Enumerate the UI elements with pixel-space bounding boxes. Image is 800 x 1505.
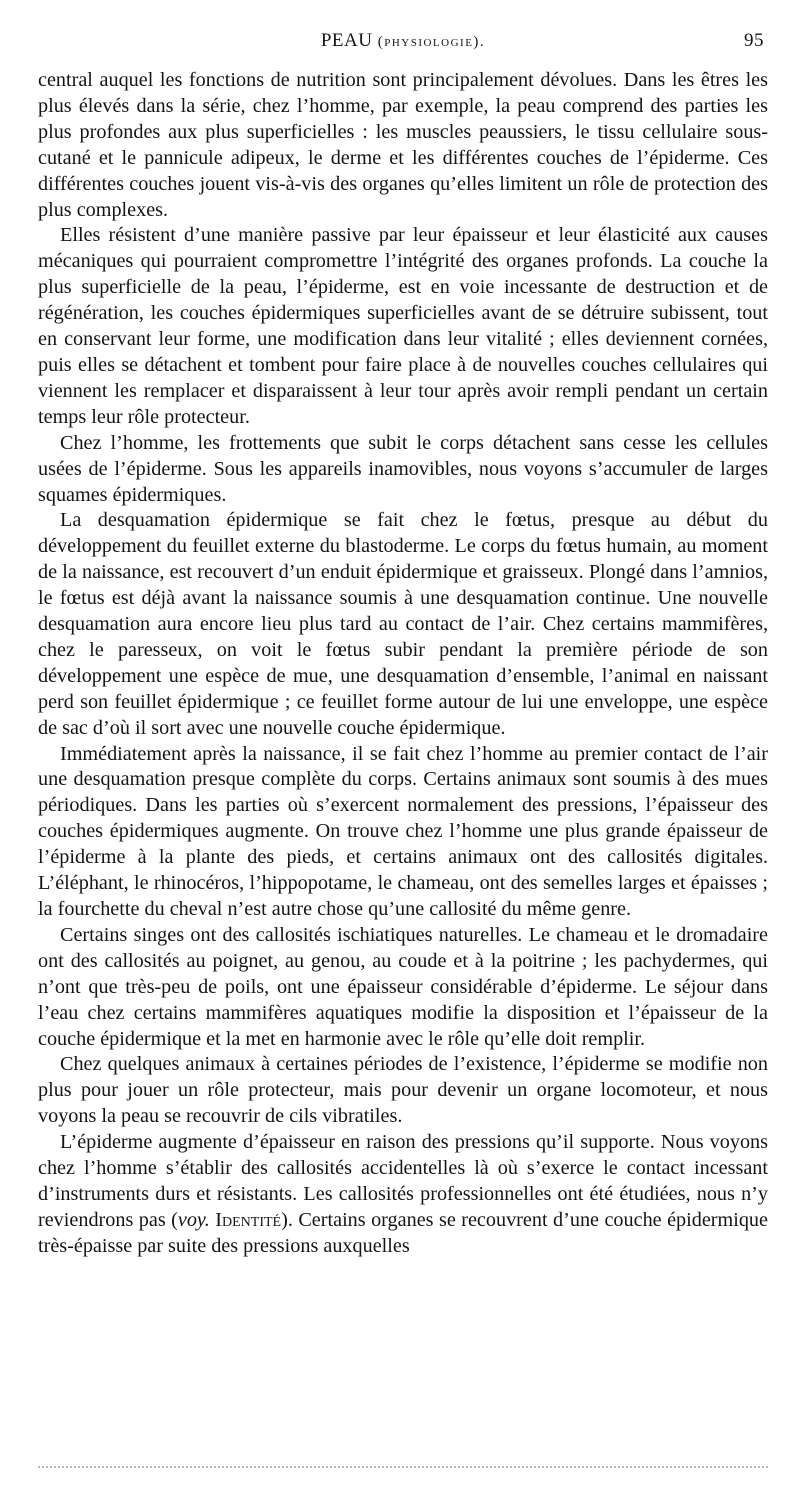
paragraph: central auquel les fonctions de nutrition sont principalement dévolues. Dans les êtres les plus élevés dans la série, chez l’homme, par exemple, la peau comprend des parties les plus profondes aux plus superficielles : les muscles peaussiers, le tissu cellulaire sous-cutané et le pannicule adipeux, le derme et les différentes couches de l’épiderme. Ces différentes couches jouent vis-à-vis des organes qu’elles limitent un rôle de protection des plus complexes. [38,69,768,221]
page [38,28,768,1260]
paragraph-last [38,1130,768,1260]
paragraph: La desquamation épidermique se fait chez le fœtus, presque au début du développement du feuillet externe du blastoderme. Le corps du fœtus humain, au moment de la naissance, est recouvert d’un enduit épidermique et graisseux. Plongé dans l’amnios, le fœtus est déjà avant la naissance soumis à une desquamation continue. Une nouvelle desquamation aura encore lieu plus tard au contact de l’air. Chez certains mammifères, chez le paresseux, on voit le fœtus subir pendant la première période de son développement une espèce de mue, une desquamation d’ensemble, l’animal en naissant perd son feuillet épidermique ; ce feuillet forme autour de lui une enveloppe, une espèce de sac d’où il sort avec une nouvelle couche épidermique. [38,509,768,739]
paragraph-text: ). Certains organes se recouvrent d’une couche épidermique très-épaisse par suite des pressions auxquelles [38,1208,768,1257]
paragraph: Elles résistent d’une manière passive par leur épaisseur et leur élasticité aux causes mécaniques qui pourraient compromettre l’intégrité des organes profonds. La couche la plus superficielle de la peau, l’épiderme, est en voie incessante de destruction et de régénération, les couches épidermiques superficielles avant de se détruire subissent, tout en conservant leur forme, une modification dans leur vitalité ; elles deviennent cornées, puis elles se détachent et tombent pour faire place à de nouvelles couches cellulaires qui viennent les remplacer et disparaissent à leur tour après avoir rempli pendant un certain temps leur rôle protecteur. [38,224,768,428]
paragraph: Certains singes ont des callosités ischiatiques naturelles. Le chameau et le dromadaire ont des callosités au poignet, au genou, au coude et à la poitrine ; les pachydermes, qui n’ont que très-peu de poils, ont une épaisseur considérable d’épiderme. Le séjour dans l’eau chez certains mammifères aquatiques modifie la disposition et l’épaisseur de la couche épidermique et la met en harmonie avec le rôle qu’elle doit remplir. [38,923,768,1050]
cross-reference-target: Identité [215,1208,282,1231]
footer-dotted-rule [38,1466,768,1468]
running-head [38,28,768,54]
paragraph: Chez l’homme, les frottements que subit le corps détachent sans cesse les cellules usées de l’épiderme. Sous les appareils inamovibles, nous voyons s’accumuler de larges squames épidermiques. [38,431,768,506]
page-number: 95 [744,30,764,51]
running-title [38,30,768,52]
paragraph: Chez quelques animaux à certaines périodes de l’existence, l’épiderme se modifie non plus pour jouer un rôle protecteur, mais pour devenir un organe locomoteur, et nous voyons la peau se recouvrir de cils vibratiles. [38,1053,768,1128]
paragraph: Immédiatement après la naissance, il se fait chez l’homme au premier contact de l’air une desquamation presque complète du corps. Certains animaux sont soumis à des mues périodiques. Dans les parties où s’exercent normalement des pressions, l’épaisseur des couches épidermiques augmente. On trouve chez l’homme une plus grande épaisseur de l’épiderme à la plante des pieds, et certains animaux ont des callosités digitales. L’éléphant, le rhinocéros, l’hippopotame, le chameau, ont des semelles larges et épaisses ; la fourchette du cheval n’est autre chose qu’une callosité du même genre. [38,742,768,920]
cross-reference-abbrev: voy. [177,1208,210,1231]
running-title-section: (physiologie). [377,34,486,50]
body-text [38,68,768,1260]
running-title-main: PEAU [320,30,373,51]
paragraph-text: L’épiderme augmente d’épaisseur en raison des pressions qu’il supporte. Nous voyons chez l’homme s’établir des callosités accidentelles là où s’exerce le contact incessant d’instruments durs et résistants. Les callosités professionnelles ont été étudiées, nous n’y reviendrons pas ( [38,1131,768,1231]
